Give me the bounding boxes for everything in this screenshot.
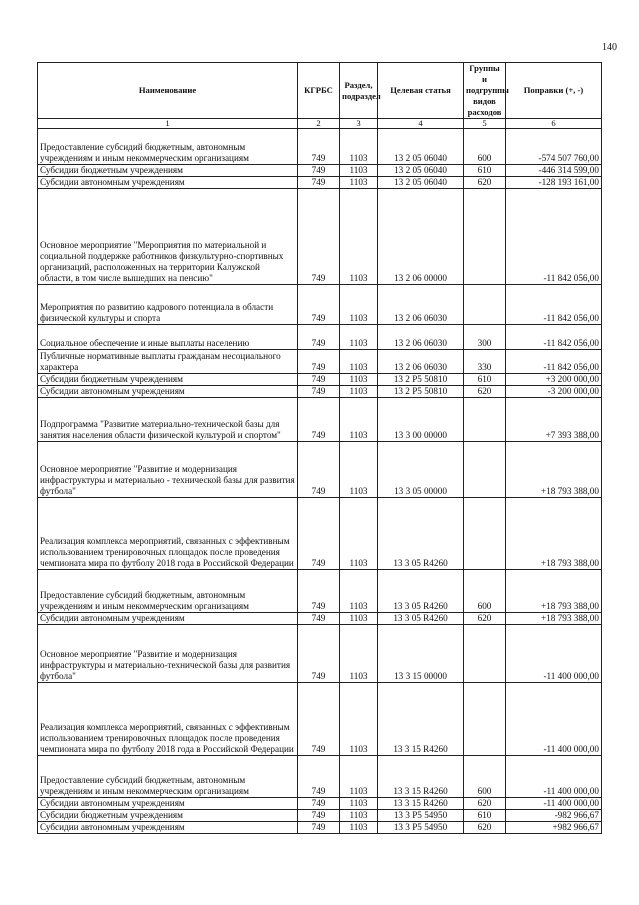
cell-name: Публичные нормативные выплаты гражданам несоциального характера: [38, 350, 298, 374]
cell-razdel: 1103: [340, 398, 378, 442]
cell-kgrbs: 749: [298, 398, 340, 442]
table-row: [38, 350, 602, 374]
cell-amount: +18 793 388,00: [506, 570, 602, 613]
cell-statya: 13 3 P5 54950: [378, 822, 464, 834]
cell-statya: 13 3 05 R4260: [378, 613, 464, 625]
cell-razdel: 1103: [340, 165, 378, 177]
cell-kgrbs: 749: [298, 374, 340, 386]
cell-name: Основное мероприятие "Развитие и модернизация инфраструктуры и материально - технической базы для развития футбола": [38, 442, 298, 498]
cell-vid: 620: [464, 177, 506, 189]
cell-name: Социальное обеспечение и иные выплаты населению: [38, 325, 298, 350]
cell-razdel: 1103: [340, 285, 378, 325]
cell-statya: 13 2 06 06030: [378, 325, 464, 350]
cell-name: Субсидии автономным учреждениям: [38, 386, 298, 398]
cell-kgrbs: 749: [298, 129, 340, 165]
cell-name: Субсидии автономным учреждениям: [38, 798, 298, 810]
cell-statya: 13 2 05 06040: [378, 165, 464, 177]
cell-razdel: 1103: [340, 683, 378, 756]
header-statya: Целевая статья: [378, 63, 464, 119]
cell-razdel: 1103: [340, 810, 378, 822]
cell-vid: 600: [464, 570, 506, 613]
cell-vid: 610: [464, 165, 506, 177]
cell-amount: -982 966,67: [506, 810, 602, 822]
cell-amount: -11 400 000,00: [506, 798, 602, 810]
cell-statya: 13 3 P5 54950: [378, 810, 464, 822]
cell-name: Предоставление субсидий бюджетным, автономным учреждениям и иным некоммерческим организациям: [38, 756, 298, 798]
cell-statya: 13 2 P5 50810: [378, 374, 464, 386]
cell-vid: [464, 498, 506, 570]
table-row: [38, 756, 602, 798]
cell-amount: -11 400 000,00: [506, 756, 602, 798]
cell-name: Субсидии автономным учреждениям: [38, 822, 298, 834]
cell-amount: +18 793 388,00: [506, 498, 602, 570]
cell-amount: -11 842 056,00: [506, 350, 602, 374]
cell-razdel: 1103: [340, 625, 378, 683]
cell-vid: [464, 398, 506, 442]
cell-vid: 600: [464, 756, 506, 798]
header-row: [38, 63, 602, 119]
cell-razdel: 1103: [340, 374, 378, 386]
cell-kgrbs: 749: [298, 683, 340, 756]
cell-name: Предоставление субсидий бюджетным, автономным учреждениям и иным некоммерческим организациям: [38, 129, 298, 165]
cell-razdel: 1103: [340, 442, 378, 498]
table-row: [38, 810, 602, 822]
table-row: [38, 398, 602, 442]
cell-kgrbs: 749: [298, 570, 340, 613]
cell-amount: +3 200 000,00: [506, 374, 602, 386]
cell-name: Мероприятия по развитию кадрового потенциала в области физической культуры и спорта: [38, 285, 298, 325]
cell-vid: [464, 625, 506, 683]
header-name: Наименование: [38, 63, 298, 119]
cell-vid: [464, 683, 506, 756]
cell-razdel: 1103: [340, 756, 378, 798]
cell-kgrbs: 749: [298, 613, 340, 625]
cell-razdel: 1103: [340, 189, 378, 285]
cell-vid: [464, 189, 506, 285]
header-kgrbs: КГРБС: [298, 63, 340, 119]
cell-kgrbs: 749: [298, 798, 340, 810]
cell-vid: [464, 442, 506, 498]
cell-amount: -11 400 000,00: [506, 625, 602, 683]
cell-amount: -3 200 000,00: [506, 386, 602, 398]
cell-vid: 330: [464, 350, 506, 374]
cell-razdel: 1103: [340, 498, 378, 570]
cell-amount: +18 793 388,00: [506, 442, 602, 498]
cell-statya: 13 3 15 R4260: [378, 798, 464, 810]
cell-vid: 610: [464, 374, 506, 386]
cell-statya: 13 3 15 00000: [378, 625, 464, 683]
cell-amount: +18 793 388,00: [506, 613, 602, 625]
table-row: [38, 189, 602, 285]
cell-statya: 13 2 06 00000: [378, 189, 464, 285]
cell-razdel: 1103: [340, 822, 378, 834]
cell-statya: 13 2 P5 50810: [378, 386, 464, 398]
cell-name: Субсидии бюджетным учреждениям: [38, 810, 298, 822]
cell-statya: 13 2 05 06040: [378, 177, 464, 189]
cell-statya: 13 3 15 R4260: [378, 683, 464, 756]
cell-name: Субсидии автономным учреждениям: [38, 177, 298, 189]
cell-amount: -446 314 599,00: [506, 165, 602, 177]
cell-statya: 13 2 06 06030: [378, 285, 464, 325]
cell-vid: 610: [464, 810, 506, 822]
cell-amount: -11 400 000,00: [506, 683, 602, 756]
budget-table: [37, 62, 602, 834]
cell-name: Реализация комплекса мероприятий, связанных с эффективным использованием тренировочных площадок после проведения чемпионата мира по футболу 2018 года в Российской Федерации: [38, 498, 298, 570]
header-number: 1: [38, 119, 298, 129]
cell-kgrbs: 749: [298, 325, 340, 350]
header-number: 2: [298, 119, 340, 129]
header-number: 3: [340, 119, 378, 129]
cell-razdel: 1103: [340, 129, 378, 165]
cell-kgrbs: 749: [298, 625, 340, 683]
header-razdel: Раздел, подраздел: [340, 63, 378, 119]
cell-kgrbs: 749: [298, 756, 340, 798]
cell-statya: 13 2 06 06030: [378, 350, 464, 374]
cell-statya: 13 3 05 R4260: [378, 498, 464, 570]
cell-name: Субсидии автономным учреждениям: [38, 613, 298, 625]
cell-amount: -128 193 161,00: [506, 177, 602, 189]
header-number-row: [38, 119, 602, 129]
cell-vid: 620: [464, 386, 506, 398]
cell-name: Основное мероприятие "Развитие и модернизация инфраструктуры и материально-технической базы для развития футбола": [38, 625, 298, 683]
cell-amount: +7 393 388,00: [506, 398, 602, 442]
cell-razdel: 1103: [340, 613, 378, 625]
cell-name: Субсидии бюджетным учреждениям: [38, 165, 298, 177]
cell-statya: 13 2 05 06040: [378, 129, 464, 165]
cell-vid: 620: [464, 822, 506, 834]
cell-amount: -11 842 056,00: [506, 325, 602, 350]
table-row: [38, 165, 602, 177]
cell-statya: 13 3 05 R4260: [378, 570, 464, 613]
table-row: [38, 442, 602, 498]
cell-kgrbs: 749: [298, 177, 340, 189]
table-row: [38, 798, 602, 810]
cell-kgrbs: 749: [298, 822, 340, 834]
table-row: [38, 386, 602, 398]
cell-amount: -11 842 056,00: [506, 189, 602, 285]
cell-vid: 300: [464, 325, 506, 350]
cell-amount: -574 507 760,00: [506, 129, 602, 165]
cell-kgrbs: 749: [298, 386, 340, 398]
cell-kgrbs: 749: [298, 285, 340, 325]
cell-kgrbs: 749: [298, 165, 340, 177]
page-number: 140: [602, 42, 617, 53]
table-row: [38, 822, 602, 834]
cell-vid: 600: [464, 129, 506, 165]
table-row: [38, 374, 602, 386]
cell-name: Реализация комплекса мероприятий, связанных с эффективным использованием тренировочных площадок после проведения чемпионата мира по футболу 2018 года в Российской Федерации: [38, 683, 298, 756]
cell-vid: 620: [464, 613, 506, 625]
cell-name: Субсидии бюджетным учреждениям: [38, 374, 298, 386]
table-row: [38, 683, 602, 756]
cell-kgrbs: 749: [298, 350, 340, 374]
cell-kgrbs: 749: [298, 810, 340, 822]
cell-razdel: 1103: [340, 177, 378, 189]
cell-statya: 13 3 15 R4260: [378, 756, 464, 798]
cell-amount: -11 842 056,00: [506, 285, 602, 325]
cell-razdel: 1103: [340, 798, 378, 810]
cell-vid: 620: [464, 798, 506, 810]
cell-razdel: 1103: [340, 570, 378, 613]
cell-name: Предоставление субсидий бюджетным, автономным учреждениям и иным некоммерческим организациям: [38, 570, 298, 613]
table-row: [38, 613, 602, 625]
cell-statya: 13 3 00 00000: [378, 398, 464, 442]
table-body: [38, 129, 602, 834]
table-row: [38, 177, 602, 189]
header-number: 4: [378, 119, 464, 129]
cell-kgrbs: 749: [298, 189, 340, 285]
header-amount: Поправки (+, -): [506, 63, 602, 119]
header-number: 6: [506, 119, 602, 129]
cell-razdel: 1103: [340, 350, 378, 374]
cell-razdel: 1103: [340, 325, 378, 350]
cell-name: Основное мероприятие "Мероприятия по материальной и социальной поддержке работников физкультурно-спортивных организаций, расположенных на территории Калужской области, в том числе вышедших на пенсию": [38, 189, 298, 285]
table-row: [38, 285, 602, 325]
cell-statya: 13 3 05 00000: [378, 442, 464, 498]
table-row: [38, 325, 602, 350]
table-row: [38, 498, 602, 570]
cell-amount: +982 966,67: [506, 822, 602, 834]
header-number: 5: [464, 119, 506, 129]
table-row: [38, 625, 602, 683]
table-row: [38, 129, 602, 165]
cell-kgrbs: 749: [298, 498, 340, 570]
cell-name: Подпрограмма "Развитие материально-технической базы для занятия населения области физической культурой и спортом": [38, 398, 298, 442]
cell-kgrbs: 749: [298, 442, 340, 498]
header-vid: Группы и подгруппы видов расходов: [464, 63, 506, 119]
cell-vid: [464, 285, 506, 325]
cell-razdel: 1103: [340, 386, 378, 398]
table-row: [38, 570, 602, 613]
